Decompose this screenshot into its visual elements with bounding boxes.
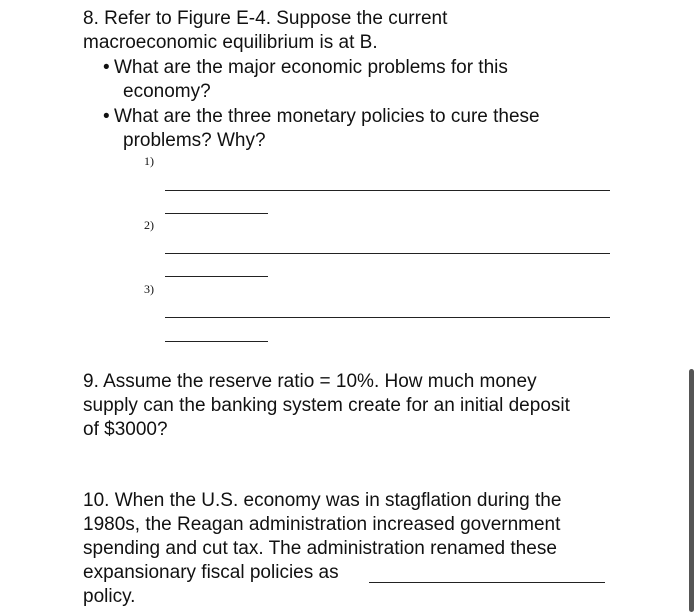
q10-line-5: policy. (83, 586, 136, 607)
q10-line-1: 10. When the U.S. economy was in stagflation during the (83, 490, 562, 511)
answer-label-3: 3) (144, 282, 154, 296)
bullet-1: • (103, 57, 110, 78)
q10-line-3: spending and cut tax. The administration renamed these (83, 538, 557, 559)
q9-line-1: 9. Assume the reserve ratio = 10%. How much money (83, 371, 537, 392)
q8-bullet-2-line-1: What are the three monetary policies to cure these (114, 106, 540, 127)
answer-2-line-short (165, 276, 268, 277)
q8-bullet-2-line-2: problems? Why? (123, 130, 266, 151)
answer-1-line-short (165, 213, 268, 214)
answer-3-line-long (165, 317, 610, 318)
vertical-scrollbar[interactable] (689, 369, 694, 612)
q8-line-1: 8. Refer to Figure E-4. Suppose the current (83, 8, 448, 29)
answer-3-line-short (165, 341, 268, 342)
q9-line-3: of $3000? (83, 419, 168, 440)
q9-line-2: supply can the banking system create for an initial deposit (83, 395, 570, 416)
q8-bullet-1-line-2: economy? (123, 81, 211, 102)
q8-line-2: macroeconomic equilibrium is at B. (83, 32, 378, 53)
q10-line-2: 1980s, the Reagan administration increased government (83, 514, 561, 535)
answer-label-2: 2) (144, 218, 154, 232)
answer-2-line-long (165, 253, 610, 254)
q10-line-4: expansionary fiscal policies as (83, 562, 339, 583)
answer-1-line-long (165, 190, 610, 191)
answer-label-1: 1) (144, 154, 154, 168)
q10-blank-line (369, 582, 605, 583)
q8-bullet-1-line-1: What are the major economic problems for this (114, 57, 508, 78)
bullet-2: • (103, 106, 110, 127)
